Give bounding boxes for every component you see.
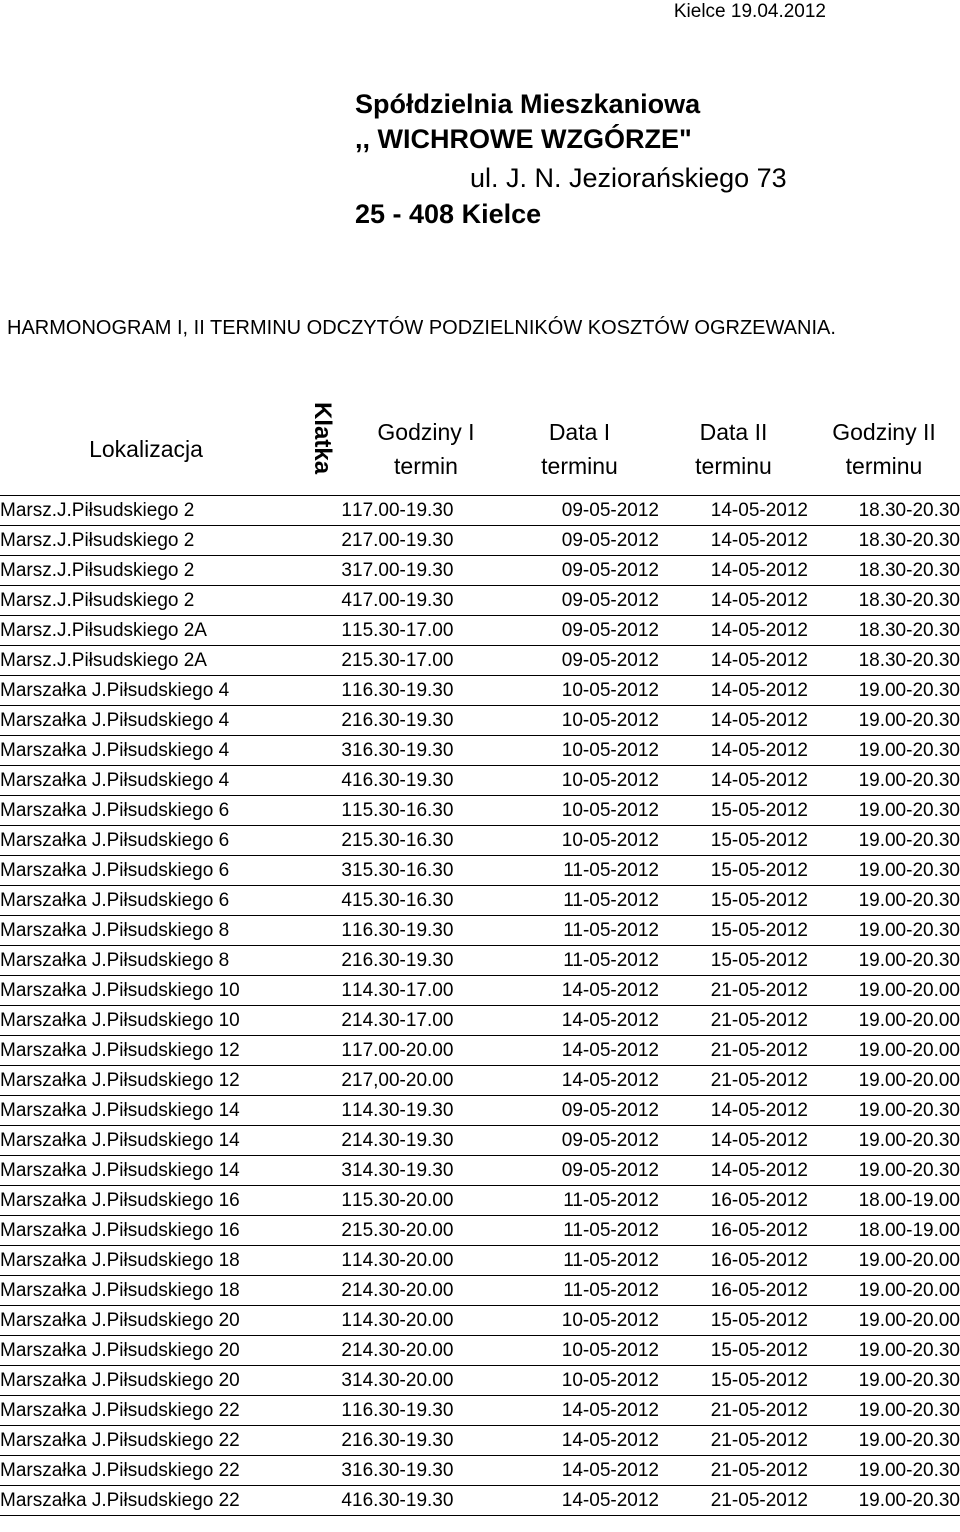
- cell-data-ii: 14-05-2012: [659, 616, 808, 646]
- header-godziny-ii-line1: Godziny II: [832, 418, 936, 445]
- cell-godziny-ii: 19.00-20.00: [808, 1306, 960, 1336]
- cell-data-ii: 21-05-2012: [659, 1036, 808, 1066]
- cell-data-i: 11-05-2012: [500, 1186, 659, 1216]
- cell-data-i: 10-05-2012: [500, 676, 659, 706]
- cell-data-ii: 16-05-2012: [659, 1276, 808, 1306]
- header-data-i-line1: Data I: [548, 418, 611, 445]
- cell-godziny-ii: 19.00-20.30: [808, 736, 960, 766]
- cell-godziny-ii: 19.00-20.00: [808, 1006, 960, 1036]
- cell-lokalizacja: Marszałka J.Piłsudskiego 16: [0, 1186, 292, 1216]
- cell-klatka: 4: [292, 886, 352, 916]
- cell-data-i: 10-05-2012: [500, 1336, 659, 1366]
- cell-data-i: 11-05-2012: [500, 1276, 659, 1306]
- cell-godziny-ii: 19.00-20.30: [808, 856, 960, 886]
- cell-godziny-i: 15.30-20.00: [352, 1216, 500, 1246]
- cell-godziny-i: 16.30-19.30: [352, 1396, 500, 1426]
- cell-lokalizacja: Marsz.J.Piłsudskiego 2A: [0, 646, 292, 676]
- cell-godziny-ii: 19.00-20.00: [808, 1276, 960, 1306]
- cell-klatka: 2: [292, 1276, 352, 1306]
- cell-data-ii: 15-05-2012: [659, 796, 808, 826]
- cell-data-ii: 21-05-2012: [659, 1066, 808, 1096]
- table-row: [0, 1066, 960, 1096]
- cell-godziny-ii: 18.30-20.30: [808, 586, 960, 616]
- table-row: [0, 1306, 960, 1336]
- cell-klatka: 2: [292, 1126, 352, 1156]
- cell-data-i: 11-05-2012: [500, 1216, 659, 1246]
- cell-klatka: 1: [292, 1096, 352, 1126]
- header-klatka-label: Klatka: [309, 402, 336, 475]
- cell-godziny-ii: 19.00-20.30: [808, 886, 960, 916]
- header-godziny-ii-line2: terminu: [845, 452, 923, 479]
- cell-godziny-i: 16.30-19.30: [352, 766, 500, 796]
- header-godziny-i: [352, 402, 500, 496]
- cell-godziny-ii: 19.00-20.00: [808, 976, 960, 1006]
- cell-godziny-ii: 19.00-20.30: [808, 916, 960, 946]
- cell-godziny-ii: 19.00-20.30: [808, 1396, 960, 1426]
- schedule-table-body: [0, 496, 960, 1516]
- table-row: [0, 946, 960, 976]
- cell-klatka: 1: [292, 1246, 352, 1276]
- header-godziny-ii: [808, 402, 960, 496]
- cell-data-ii: 14-05-2012: [659, 646, 808, 676]
- header-godziny-i-line2: termin: [394, 452, 458, 479]
- cell-data-ii: 21-05-2012: [659, 976, 808, 1006]
- cell-godziny-i: 16.30-19.30: [352, 676, 500, 706]
- cell-data-i: 09-05-2012: [500, 646, 659, 676]
- header-klatka: [292, 402, 352, 496]
- cell-data-ii: 16-05-2012: [659, 1186, 808, 1216]
- table-row: [0, 1486, 960, 1516]
- table-row: [0, 676, 960, 706]
- cell-data-ii: 14-05-2012: [659, 496, 808, 526]
- cell-godziny-ii: 19.00-20.00: [808, 1066, 960, 1096]
- cell-klatka: 2: [292, 1066, 352, 1096]
- cell-data-i: 10-05-2012: [500, 1366, 659, 1396]
- table-row: [0, 1396, 960, 1426]
- cell-data-ii: 14-05-2012: [659, 766, 808, 796]
- cell-godziny-i: 14.30-20.00: [352, 1276, 500, 1306]
- table-row: [0, 1126, 960, 1156]
- cell-klatka: 1: [292, 976, 352, 1006]
- table-row: [0, 496, 960, 526]
- cell-godziny-i: 16.30-19.30: [352, 736, 500, 766]
- cell-lokalizacja: Marszałka J.Piłsudskiego 4: [0, 736, 292, 766]
- cell-data-ii: 15-05-2012: [659, 886, 808, 916]
- cell-data-i: 10-05-2012: [500, 826, 659, 856]
- cell-godziny-ii: 19.00-20.30: [808, 1426, 960, 1456]
- header-data-i: [500, 402, 659, 496]
- table-row: [0, 1276, 960, 1306]
- cell-godziny-ii: 19.00-20.30: [808, 1486, 960, 1516]
- header-data-ii: [659, 402, 808, 496]
- cell-data-ii: 15-05-2012: [659, 1306, 808, 1336]
- cell-data-ii: 21-05-2012: [659, 1006, 808, 1036]
- org-postal-address: 25 - 408 Kielce: [355, 199, 542, 229]
- cell-lokalizacja: Marszałka J.Piłsudskiego 8: [0, 946, 292, 976]
- cell-data-i: 11-05-2012: [500, 946, 659, 976]
- cell-lokalizacja: Marsz.J.Piłsudskiego 2: [0, 586, 292, 616]
- cell-lokalizacja: Marszałka J.Piłsudskiego 6: [0, 796, 292, 826]
- header-data-ii-line2: terminu: [695, 452, 772, 479]
- header-godziny-i-line1: Godziny I: [377, 418, 475, 445]
- cell-klatka: 1: [292, 1306, 352, 1336]
- cell-godziny-ii: 19.00-20.30: [808, 676, 960, 706]
- cell-godziny-i: 14.30-20.00: [352, 1306, 500, 1336]
- cell-godziny-i: 14.30-20.00: [352, 1246, 500, 1276]
- cell-klatka: 2: [292, 826, 352, 856]
- table-row: [0, 1036, 960, 1066]
- cell-data-ii: 21-05-2012: [659, 1486, 808, 1516]
- cell-klatka: 4: [292, 586, 352, 616]
- cell-godziny-i: 15.30-17.00: [352, 646, 500, 676]
- cell-klatka: 3: [292, 1366, 352, 1396]
- cell-godziny-i: 14.30-17.00: [352, 1006, 500, 1036]
- cell-data-i: 11-05-2012: [500, 856, 659, 886]
- cell-data-i: 14-05-2012: [500, 1036, 659, 1066]
- cell-data-i: 14-05-2012: [500, 1066, 659, 1096]
- cell-data-ii: 16-05-2012: [659, 1246, 808, 1276]
- table-row: [0, 1456, 960, 1486]
- table-row: [0, 556, 960, 586]
- table-row: [0, 766, 960, 796]
- cell-data-i: 11-05-2012: [500, 886, 659, 916]
- cell-godziny-i: 16.30-19.30: [352, 1456, 500, 1486]
- table-row: [0, 1216, 960, 1246]
- cell-godziny-ii: 19.00-20.30: [808, 1366, 960, 1396]
- cell-lokalizacja: Marszałka J.Piłsudskiego 20: [0, 1366, 292, 1396]
- cell-data-i: 10-05-2012: [500, 1306, 659, 1336]
- cell-data-i: 09-05-2012: [500, 526, 659, 556]
- header-data-ii-line1: Data II: [699, 418, 768, 445]
- cell-data-ii: 16-05-2012: [659, 1216, 808, 1246]
- cell-godziny-ii: 19.00-20.30: [808, 1336, 960, 1366]
- cell-klatka: 3: [292, 1456, 352, 1486]
- cell-godziny-i: 15.30-16.30: [352, 886, 500, 916]
- cell-godziny-i: 17.00-19.30: [352, 526, 500, 556]
- cell-godziny-ii: 19.00-20.30: [808, 706, 960, 736]
- table-row: [0, 1186, 960, 1216]
- table-row: [0, 826, 960, 856]
- cell-godziny-ii: 19.00-20.30: [808, 766, 960, 796]
- cell-godziny-i: 14.30-17.00: [352, 976, 500, 1006]
- document-title: HARMONOGRAM I, II TERMINU ODCZYTÓW PODZIELNIKÓW KOSZTÓW OGRZEWANIA.: [7, 317, 836, 339]
- cell-klatka: 2: [292, 946, 352, 976]
- cell-godziny-i: 14.30-19.30: [352, 1096, 500, 1126]
- cell-klatka: 1: [292, 496, 352, 526]
- cell-data-i: 10-05-2012: [500, 796, 659, 826]
- cell-godziny-i: 15.30-17.00: [352, 616, 500, 646]
- cell-lokalizacja: Marszałka J.Piłsudskiego 14: [0, 1096, 292, 1126]
- cell-godziny-ii: 19.00-20.30: [808, 826, 960, 856]
- table-row: [0, 586, 960, 616]
- cell-godziny-i: 16.30-19.30: [352, 1426, 500, 1456]
- cell-data-i: 14-05-2012: [500, 976, 659, 1006]
- cell-data-ii: 14-05-2012: [659, 526, 808, 556]
- cell-data-i: 14-05-2012: [500, 1456, 659, 1486]
- cell-klatka: 4: [292, 766, 352, 796]
- cell-data-i: 10-05-2012: [500, 736, 659, 766]
- cell-godziny-i: 16.30-19.30: [352, 946, 500, 976]
- cell-klatka: 1: [292, 1396, 352, 1426]
- cell-godziny-i: 16.30-19.30: [352, 706, 500, 736]
- cell-godziny-i: 16.30-19.30: [352, 916, 500, 946]
- org-street-address: ul. J. N. Jeziorańskiego 73: [470, 163, 787, 193]
- cell-klatka: 2: [292, 646, 352, 676]
- cell-godziny-ii: 19.00-20.30: [808, 1126, 960, 1156]
- cell-lokalizacja: Marszałka J.Piłsudskiego 6: [0, 886, 292, 916]
- cell-lokalizacja: Marsz.J.Piłsudskiego 2: [0, 556, 292, 586]
- cell-data-ii: 21-05-2012: [659, 1396, 808, 1426]
- cell-data-i: 14-05-2012: [500, 1006, 659, 1036]
- cell-klatka: 2: [292, 1426, 352, 1456]
- table-row: [0, 856, 960, 886]
- table-row: [0, 1006, 960, 1036]
- cell-lokalizacja: Marszałka J.Piłsudskiego 22: [0, 1486, 292, 1516]
- cell-lokalizacja: Marszałka J.Piłsudskiego 6: [0, 856, 292, 886]
- cell-data-ii: 15-05-2012: [659, 916, 808, 946]
- cell-lokalizacja: Marszałka J.Piłsudskiego 6: [0, 826, 292, 856]
- cell-lokalizacja: Marszałka J.Piłsudskiego 10: [0, 976, 292, 1006]
- cell-lokalizacja: Marsz.J.Piłsudskiego 2: [0, 526, 292, 556]
- cell-klatka: 3: [292, 1156, 352, 1186]
- cell-lokalizacja: Marszałka J.Piłsudskiego 22: [0, 1426, 292, 1456]
- cell-data-i: 11-05-2012: [500, 1246, 659, 1276]
- cell-klatka: 1: [292, 676, 352, 706]
- cell-data-ii: 14-05-2012: [659, 676, 808, 706]
- cell-data-i: 14-05-2012: [500, 1426, 659, 1456]
- cell-lokalizacja: Marszałka J.Piłsudskiego 14: [0, 1126, 292, 1156]
- cell-data-i: 14-05-2012: [500, 1396, 659, 1426]
- cell-klatka: 2: [292, 706, 352, 736]
- cell-klatka: 3: [292, 736, 352, 766]
- cell-lokalizacja: Marszałka J.Piłsudskiego 12: [0, 1036, 292, 1066]
- cell-lokalizacja: Marsz.J.Piłsudskiego 2: [0, 496, 292, 526]
- table-row: [0, 646, 960, 676]
- table-row: [0, 886, 960, 916]
- cell-data-ii: 14-05-2012: [659, 1156, 808, 1186]
- cell-data-i: 09-05-2012: [500, 556, 659, 586]
- cell-godziny-ii: 19.00-20.30: [808, 1096, 960, 1126]
- cell-lokalizacja: Marszałka J.Piłsudskiego 4: [0, 766, 292, 796]
- cell-klatka: 4: [292, 1486, 352, 1516]
- cell-godziny-i: 15.30-16.30: [352, 796, 500, 826]
- cell-klatka: 2: [292, 1216, 352, 1246]
- table-header-row: [0, 402, 960, 496]
- cell-godziny-ii: 18.30-20.30: [808, 646, 960, 676]
- cell-lokalizacja: Marszałka J.Piłsudskiego 22: [0, 1456, 292, 1486]
- cell-godziny-ii: 18.30-20.30: [808, 556, 960, 586]
- table-row: [0, 916, 960, 946]
- schedule-table: [0, 402, 960, 1516]
- cell-data-ii: 15-05-2012: [659, 1336, 808, 1366]
- cell-data-i: 11-05-2012: [500, 916, 659, 946]
- org-name-line2: ,, WICHROWE WZGÓRZE": [355, 124, 692, 154]
- cell-klatka: 1: [292, 796, 352, 826]
- cell-godziny-ii: 18.00-19.00: [808, 1216, 960, 1246]
- cell-godziny-i: 16.30-19.30: [352, 1486, 500, 1516]
- cell-data-ii: 14-05-2012: [659, 736, 808, 766]
- cell-godziny-i: 14.30-19.30: [352, 1156, 500, 1186]
- cell-data-ii: 14-05-2012: [659, 1126, 808, 1156]
- cell-godziny-ii: 19.00-20.30: [808, 1156, 960, 1186]
- org-name-line1: Spółdzielnia Mieszkaniowa: [355, 89, 701, 119]
- cell-data-i: 10-05-2012: [500, 706, 659, 736]
- cell-lokalizacja: Marszałka J.Piłsudskiego 20: [0, 1306, 292, 1336]
- cell-godziny-ii: 19.00-20.30: [808, 796, 960, 826]
- cell-data-ii: 15-05-2012: [659, 856, 808, 886]
- cell-data-i: 09-05-2012: [500, 496, 659, 526]
- header-data-i-line2: terminu: [541, 452, 618, 479]
- cell-data-i: 09-05-2012: [500, 1126, 659, 1156]
- cell-data-i: 09-05-2012: [500, 1096, 659, 1126]
- cell-godziny-ii: 18.00-19.00: [808, 1186, 960, 1216]
- document-date: Kielce 19.04.2012: [673, 1, 826, 22]
- cell-godziny-i: 17,00-20.00: [352, 1066, 500, 1096]
- cell-godziny-ii: 18.30-20.30: [808, 496, 960, 526]
- cell-data-ii: 15-05-2012: [659, 826, 808, 856]
- table-row: [0, 736, 960, 766]
- cell-lokalizacja: Marsz.J.Piłsudskiego 2A: [0, 616, 292, 646]
- cell-data-i: 14-05-2012: [500, 1486, 659, 1516]
- cell-lokalizacja: Marszałka J.Piłsudskiego 18: [0, 1246, 292, 1276]
- cell-klatka: 1: [292, 616, 352, 646]
- cell-klatka: 1: [292, 1036, 352, 1066]
- cell-data-i: 09-05-2012: [500, 1156, 659, 1186]
- cell-data-i: 09-05-2012: [500, 616, 659, 646]
- table-row: [0, 1426, 960, 1456]
- cell-data-ii: 14-05-2012: [659, 1096, 808, 1126]
- table-row: [0, 616, 960, 646]
- table-row: [0, 1366, 960, 1396]
- cell-klatka: 1: [292, 916, 352, 946]
- cell-lokalizacja: Marszałka J.Piłsudskiego 16: [0, 1216, 292, 1246]
- cell-godziny-i: 15.30-20.00: [352, 1186, 500, 1216]
- table-row: [0, 1336, 960, 1366]
- cell-godziny-ii: 18.30-20.30: [808, 526, 960, 556]
- cell-godziny-ii: 19.00-20.00: [808, 1246, 960, 1276]
- cell-lokalizacja: Marszałka J.Piłsudskiego 8: [0, 916, 292, 946]
- cell-klatka: 2: [292, 526, 352, 556]
- cell-godziny-i: 17.00-19.30: [352, 586, 500, 616]
- cell-data-ii: 21-05-2012: [659, 1426, 808, 1456]
- cell-godziny-ii: 19.00-20.30: [808, 946, 960, 976]
- cell-godziny-i: 14.30-20.00: [352, 1366, 500, 1396]
- cell-klatka: 2: [292, 1336, 352, 1366]
- table-row: [0, 976, 960, 1006]
- cell-data-i: 09-05-2012: [500, 586, 659, 616]
- cell-lokalizacja: Marszałka J.Piłsudskiego 20: [0, 1336, 292, 1366]
- table-row: [0, 1246, 960, 1276]
- cell-data-ii: 21-05-2012: [659, 1456, 808, 1486]
- cell-godziny-i: 14.30-20.00: [352, 1336, 500, 1366]
- cell-lokalizacja: Marszałka J.Piłsudskiego 22: [0, 1396, 292, 1426]
- cell-godziny-i: 15.30-16.30: [352, 856, 500, 886]
- cell-data-ii: 15-05-2012: [659, 946, 808, 976]
- cell-godziny-i: 17.00-19.30: [352, 556, 500, 586]
- cell-godziny-i: 17.00-19.30: [352, 496, 500, 526]
- table-row: [0, 1096, 960, 1126]
- cell-data-ii: 14-05-2012: [659, 706, 808, 736]
- cell-lokalizacja: Marszałka J.Piłsudskiego 10: [0, 1006, 292, 1036]
- cell-klatka: 2: [292, 1006, 352, 1036]
- cell-data-ii: 14-05-2012: [659, 586, 808, 616]
- table-row: [0, 706, 960, 736]
- cell-godziny-i: 14.30-19.30: [352, 1126, 500, 1156]
- cell-godziny-i: 15.30-16.30: [352, 826, 500, 856]
- header-lokalizacja-label: Lokalizacja: [89, 435, 203, 462]
- cell-klatka: 3: [292, 856, 352, 886]
- header-lokalizacja: [0, 402, 292, 496]
- cell-data-i: 10-05-2012: [500, 766, 659, 796]
- cell-godziny-ii: 19.00-20.30: [808, 1456, 960, 1486]
- cell-data-ii: 15-05-2012: [659, 1366, 808, 1396]
- cell-lokalizacja: Marszałka J.Piłsudskiego 4: [0, 676, 292, 706]
- cell-lokalizacja: Marszałka J.Piłsudskiego 12: [0, 1066, 292, 1096]
- table-row: [0, 796, 960, 826]
- cell-godziny-ii: 19.00-20.00: [808, 1036, 960, 1066]
- cell-lokalizacja: Marszałka J.Piłsudskiego 18: [0, 1276, 292, 1306]
- table-row: [0, 526, 960, 556]
- cell-klatka: 3: [292, 556, 352, 586]
- cell-godziny-ii: 18.30-20.30: [808, 616, 960, 646]
- cell-lokalizacja: Marszałka J.Piłsudskiego 4: [0, 706, 292, 736]
- cell-godziny-i: 17.00-20.00: [352, 1036, 500, 1066]
- table-row: [0, 1156, 960, 1186]
- cell-lokalizacja: Marszałka J.Piłsudskiego 14: [0, 1156, 292, 1186]
- cell-klatka: 1: [292, 1186, 352, 1216]
- cell-data-ii: 14-05-2012: [659, 556, 808, 586]
